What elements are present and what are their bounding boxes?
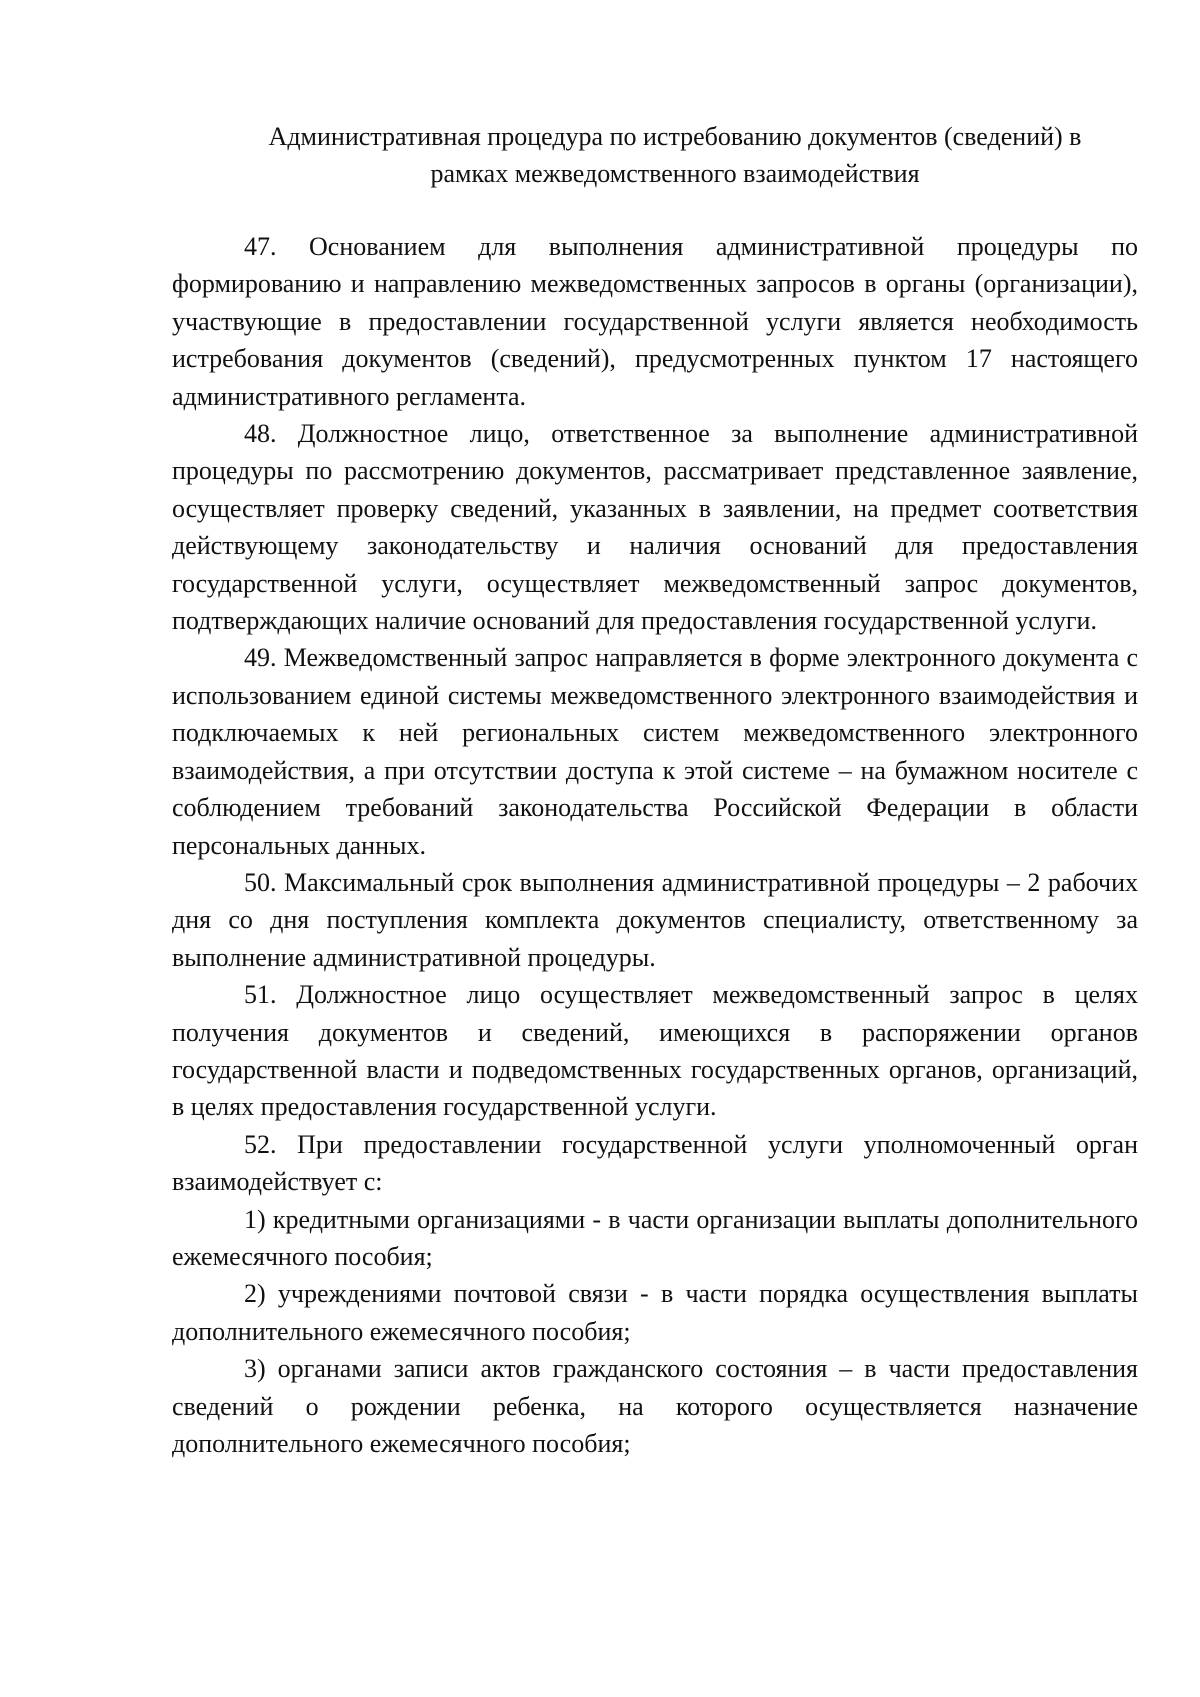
paragraph-49: 49. Межведомственный запрос направляется в форме электронного документа с использованием единой системы межведомственного электронного взаимодействия и подключаемых к ней региональных систем межведомственного электронного взаимодействия, а при отсутствии доступа к этой системе – на бумажном носителе с соблюдением требований законодательства Российской Федерации в области персональных данных.	[172, 643, 1138, 860]
list-item-1: 1) кредитными организациями - в части организации выплаты дополнительного ежемесячного пособия;	[172, 1204, 1138, 1271]
paragraph-51: 51. Должностное лицо осуществляет межведомственный запрос в целях получения документов и сведений, имеющихся в распоряжении органов государственной власти и подведомственных государственных органов, организаций, в целях предоставления государственной услуги.	[172, 980, 1138, 1122]
list-item-2: 2) учреждениями почтовой связи - в части порядка осуществления выплаты дополнительного ежемесячного пособия;	[172, 1279, 1138, 1346]
list-item-3: 3) органами записи актов гражданского состояния – в части предоставления сведений о рождении ребенка, на которого осуществляется назначение дополнительного ежемесячного пособия;	[172, 1354, 1138, 1458]
paragraph-47: 47. Основанием для выполнения административной процедуры по формированию и направлению межведомственных запросов в органы (организации), участвующие в предоставлении государственной услуги является необходимость истребования документов (сведений), предусмотренных пунктом 17 настоящего административного регламента.	[172, 232, 1138, 411]
heading-line-2: рамках межведомственного взаимодействия	[430, 159, 920, 188]
paragraph-48: 48. Должностное лицо, ответственное за выполнение административной процедуры по рассмотрению документов, рассматривает представленное заявление, осуществляет проверку сведений, указанных в заявлении, на предмет соответствия действующему законодательству и наличия оснований для предоставления государственной услуги, осуществляет межведомственный запрос документов, подтверждающих наличие оснований для предоставления государственной услуги.	[172, 419, 1138, 636]
heading-line-1: Административная процедура по истребованию документов (сведений) в	[268, 122, 1082, 151]
paragraph-50: 50. Максимальный срок выполнения административной процедуры – 2 рабочих дня со дня поступления комплекта документов специалисту, ответственному за выполнение административной процедуры.	[172, 867, 1138, 972]
paragraph-52: 52. При предоставлении государственной услуги уполномоченный орган взаимодействует с:	[172, 1129, 1138, 1197]
document-page	[172, 118, 1138, 1462]
section-heading	[172, 118, 1138, 192]
